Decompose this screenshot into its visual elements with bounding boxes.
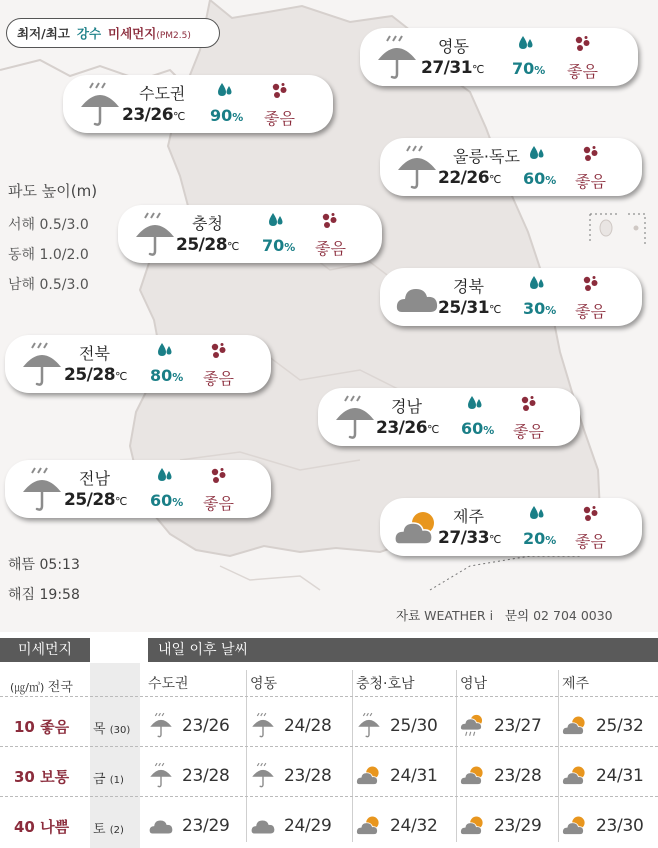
region-name: 충청 — [192, 214, 223, 233]
dust-dots-icon — [321, 212, 339, 230]
row-divider — [0, 796, 658, 797]
umbrella-rain-icon — [19, 466, 65, 512]
forecast-title: 내일 이후 날씨 — [148, 638, 658, 662]
dust-dots-icon — [210, 467, 228, 485]
region-card — [5, 335, 271, 393]
sun-cloud-rain-icon — [460, 712, 486, 738]
dust-grade: 좋음 — [513, 422, 544, 441]
row-divider — [0, 746, 658, 747]
forecast-region-header: 제주 — [562, 676, 590, 692]
rain-drop-icon — [467, 395, 483, 413]
dust-dots-icon — [520, 395, 538, 413]
dust-grade: 좋음 — [203, 369, 234, 388]
dust-grade: 좋음 — [315, 239, 346, 258]
dust-level-row: 40 나쁨 — [14, 818, 70, 836]
jeju-inset-line — [430, 556, 580, 590]
sun-cloud-icon — [460, 762, 486, 788]
region-temp: 23/26℃ — [376, 418, 439, 438]
dust-unit-label: (㎍/㎥) 전국 — [10, 680, 73, 695]
rain-probability: 60% — [523, 169, 557, 188]
region-temp: 22/26℃ — [438, 168, 501, 188]
source-credit: 자료 WEATHER i 문의 02 704 0030 — [396, 608, 613, 623]
coast-line — [220, 566, 320, 590]
rain-drop-icon — [157, 342, 173, 360]
rain-probability: 70% — [262, 236, 296, 255]
forecast-temp: 24/31 — [390, 766, 438, 786]
region-temp: 27/31℃ — [421, 58, 484, 78]
row-divider — [0, 696, 658, 697]
wave-row-south: 남해 0.5/3.0 — [8, 277, 89, 293]
umbrella-rain-icon — [250, 712, 276, 738]
sunrise: 해뜸 05:13 — [8, 557, 80, 573]
wave-title: 파도 높이(m) — [8, 182, 98, 200]
forecast-temp: 25/30 — [390, 716, 438, 736]
region-card — [380, 138, 642, 196]
forecast-temp: 24/31 — [596, 766, 644, 786]
dokdo-island — [634, 226, 639, 231]
wave-row-west: 서해 0.5/3.0 — [8, 217, 89, 233]
forecast-region-header: 충청·호남 — [356, 676, 415, 692]
region-temp: 25/28℃ — [64, 365, 127, 385]
forecast-temp: 25/32 — [596, 716, 644, 736]
sun-cloud-icon — [394, 504, 440, 550]
forecast-day-label: 금 (1) — [93, 772, 124, 787]
rain-probability: 80% — [150, 366, 184, 385]
dust-grade: 좋음 — [575, 302, 606, 321]
region-name: 울릉·독도 — [453, 147, 520, 166]
dust-dots-icon — [271, 82, 289, 100]
dust-dots-icon — [582, 505, 600, 523]
region-temp: 25/28℃ — [176, 235, 239, 255]
umbrella-rain-icon — [132, 211, 178, 257]
sun-cloud-icon — [460, 812, 486, 838]
dust-table-title: 미세먼지 — [0, 638, 90, 662]
forecast-day-label: 토 (2) — [93, 822, 124, 837]
rain-drop-icon — [217, 82, 233, 100]
dust-grade: 좋음 — [264, 109, 295, 128]
region-card — [118, 205, 382, 263]
umbrella-rain-icon — [19, 341, 65, 387]
region-name: 영동 — [438, 37, 469, 56]
dust-level-row: 30 보통 — [14, 768, 70, 786]
dust-grade: 좋음 — [575, 172, 606, 191]
sun-cloud-icon — [562, 712, 588, 738]
dust-grade: 좋음 — [203, 494, 234, 513]
region-temp: 25/28℃ — [64, 490, 127, 510]
forecast-temp: 24/32 — [390, 816, 438, 836]
dust-dots-icon — [574, 35, 592, 53]
sunset: 해짐 19:58 — [8, 587, 80, 603]
forecast-temp: 23/27 — [494, 716, 542, 736]
region-temp: 23/26℃ — [122, 105, 185, 125]
forecast-region-header: 영동 — [250, 676, 278, 692]
legend-rain: 강수 — [76, 26, 102, 41]
sun-cloud-icon — [356, 812, 382, 838]
forecast-temp: 23/28 — [494, 766, 542, 786]
rain-probability: 20% — [523, 529, 557, 548]
forecast-temp: 23/26 — [182, 716, 230, 736]
forecast-day-label: 목 (30) — [93, 722, 131, 737]
umbrella-rain-icon — [374, 34, 420, 80]
region-card — [318, 388, 580, 446]
umbrella-rain-icon — [394, 144, 440, 190]
dust-level-row: 10 좋음 — [14, 718, 70, 736]
forecast-temp: 24/28 — [284, 716, 332, 736]
rain-probability: 60% — [461, 419, 495, 438]
region-card — [360, 28, 638, 86]
dust-dots-icon — [582, 275, 600, 293]
rain-probability: 90% — [210, 106, 244, 125]
wave-row-east: 동해 1.0/2.0 — [8, 247, 89, 263]
region-name: 전북 — [79, 344, 110, 363]
forecast-temp: 23/30 — [596, 816, 644, 836]
region-name: 수도권 — [139, 84, 186, 103]
umbrella-rain-icon — [250, 762, 276, 788]
region-card — [380, 498, 642, 556]
rain-drop-icon — [529, 145, 545, 163]
rain-drop-icon — [518, 35, 534, 53]
rain-drop-icon — [529, 505, 545, 523]
rain-probability: 70% — [512, 59, 546, 78]
legend — [6, 18, 220, 48]
region-name: 전남 — [79, 469, 110, 488]
rain-drop-icon — [157, 467, 173, 485]
dust-dots-icon — [582, 145, 600, 163]
region-name: 경남 — [391, 397, 422, 416]
region-temp: 25/31℃ — [438, 298, 501, 318]
umbrella-rain-icon — [148, 762, 174, 788]
legend-minmax: 최저/최고 — [17, 26, 70, 41]
sun-cloud-icon — [356, 762, 382, 788]
rain-probability: 30% — [523, 299, 557, 318]
rain-drop-icon — [268, 212, 284, 230]
rain-probability: 60% — [150, 491, 184, 510]
forecast-region-header: 영남 — [460, 676, 488, 692]
rain-drop-icon — [529, 275, 545, 293]
forecast-temp: 24/29 — [284, 816, 332, 836]
region-card — [5, 460, 271, 518]
forecast-temp: 23/28 — [182, 766, 230, 786]
region-card — [380, 268, 642, 326]
region-card — [63, 75, 333, 133]
ulleungdo-island — [600, 220, 612, 236]
forecast-region-header: 수도권 — [148, 676, 189, 692]
dust-grade: 좋음 — [575, 532, 606, 551]
forecast-temp: 23/29 — [182, 816, 230, 836]
umbrella-rain-icon — [332, 394, 378, 440]
sun-cloud-icon — [562, 762, 588, 788]
region-name: 제주 — [453, 507, 484, 526]
sun-cloud-icon — [562, 812, 588, 838]
cloud-icon — [250, 812, 276, 838]
umbrella-rain-icon — [148, 712, 174, 738]
forecast-temp: 23/29 — [494, 816, 542, 836]
region-name: 경북 — [453, 277, 484, 296]
dust-dots-icon — [210, 342, 228, 360]
forecast-temp: 23/28 — [284, 766, 332, 786]
umbrella-rain-icon — [356, 712, 382, 738]
legend-dust: 미세먼지(PM2.5) — [108, 26, 191, 41]
cloud-icon — [148, 812, 174, 838]
dust-grade: 좋음 — [567, 62, 598, 81]
cloud-icon — [394, 274, 440, 320]
umbrella-rain-icon — [77, 81, 123, 127]
region-temp: 27/33℃ — [438, 528, 501, 548]
